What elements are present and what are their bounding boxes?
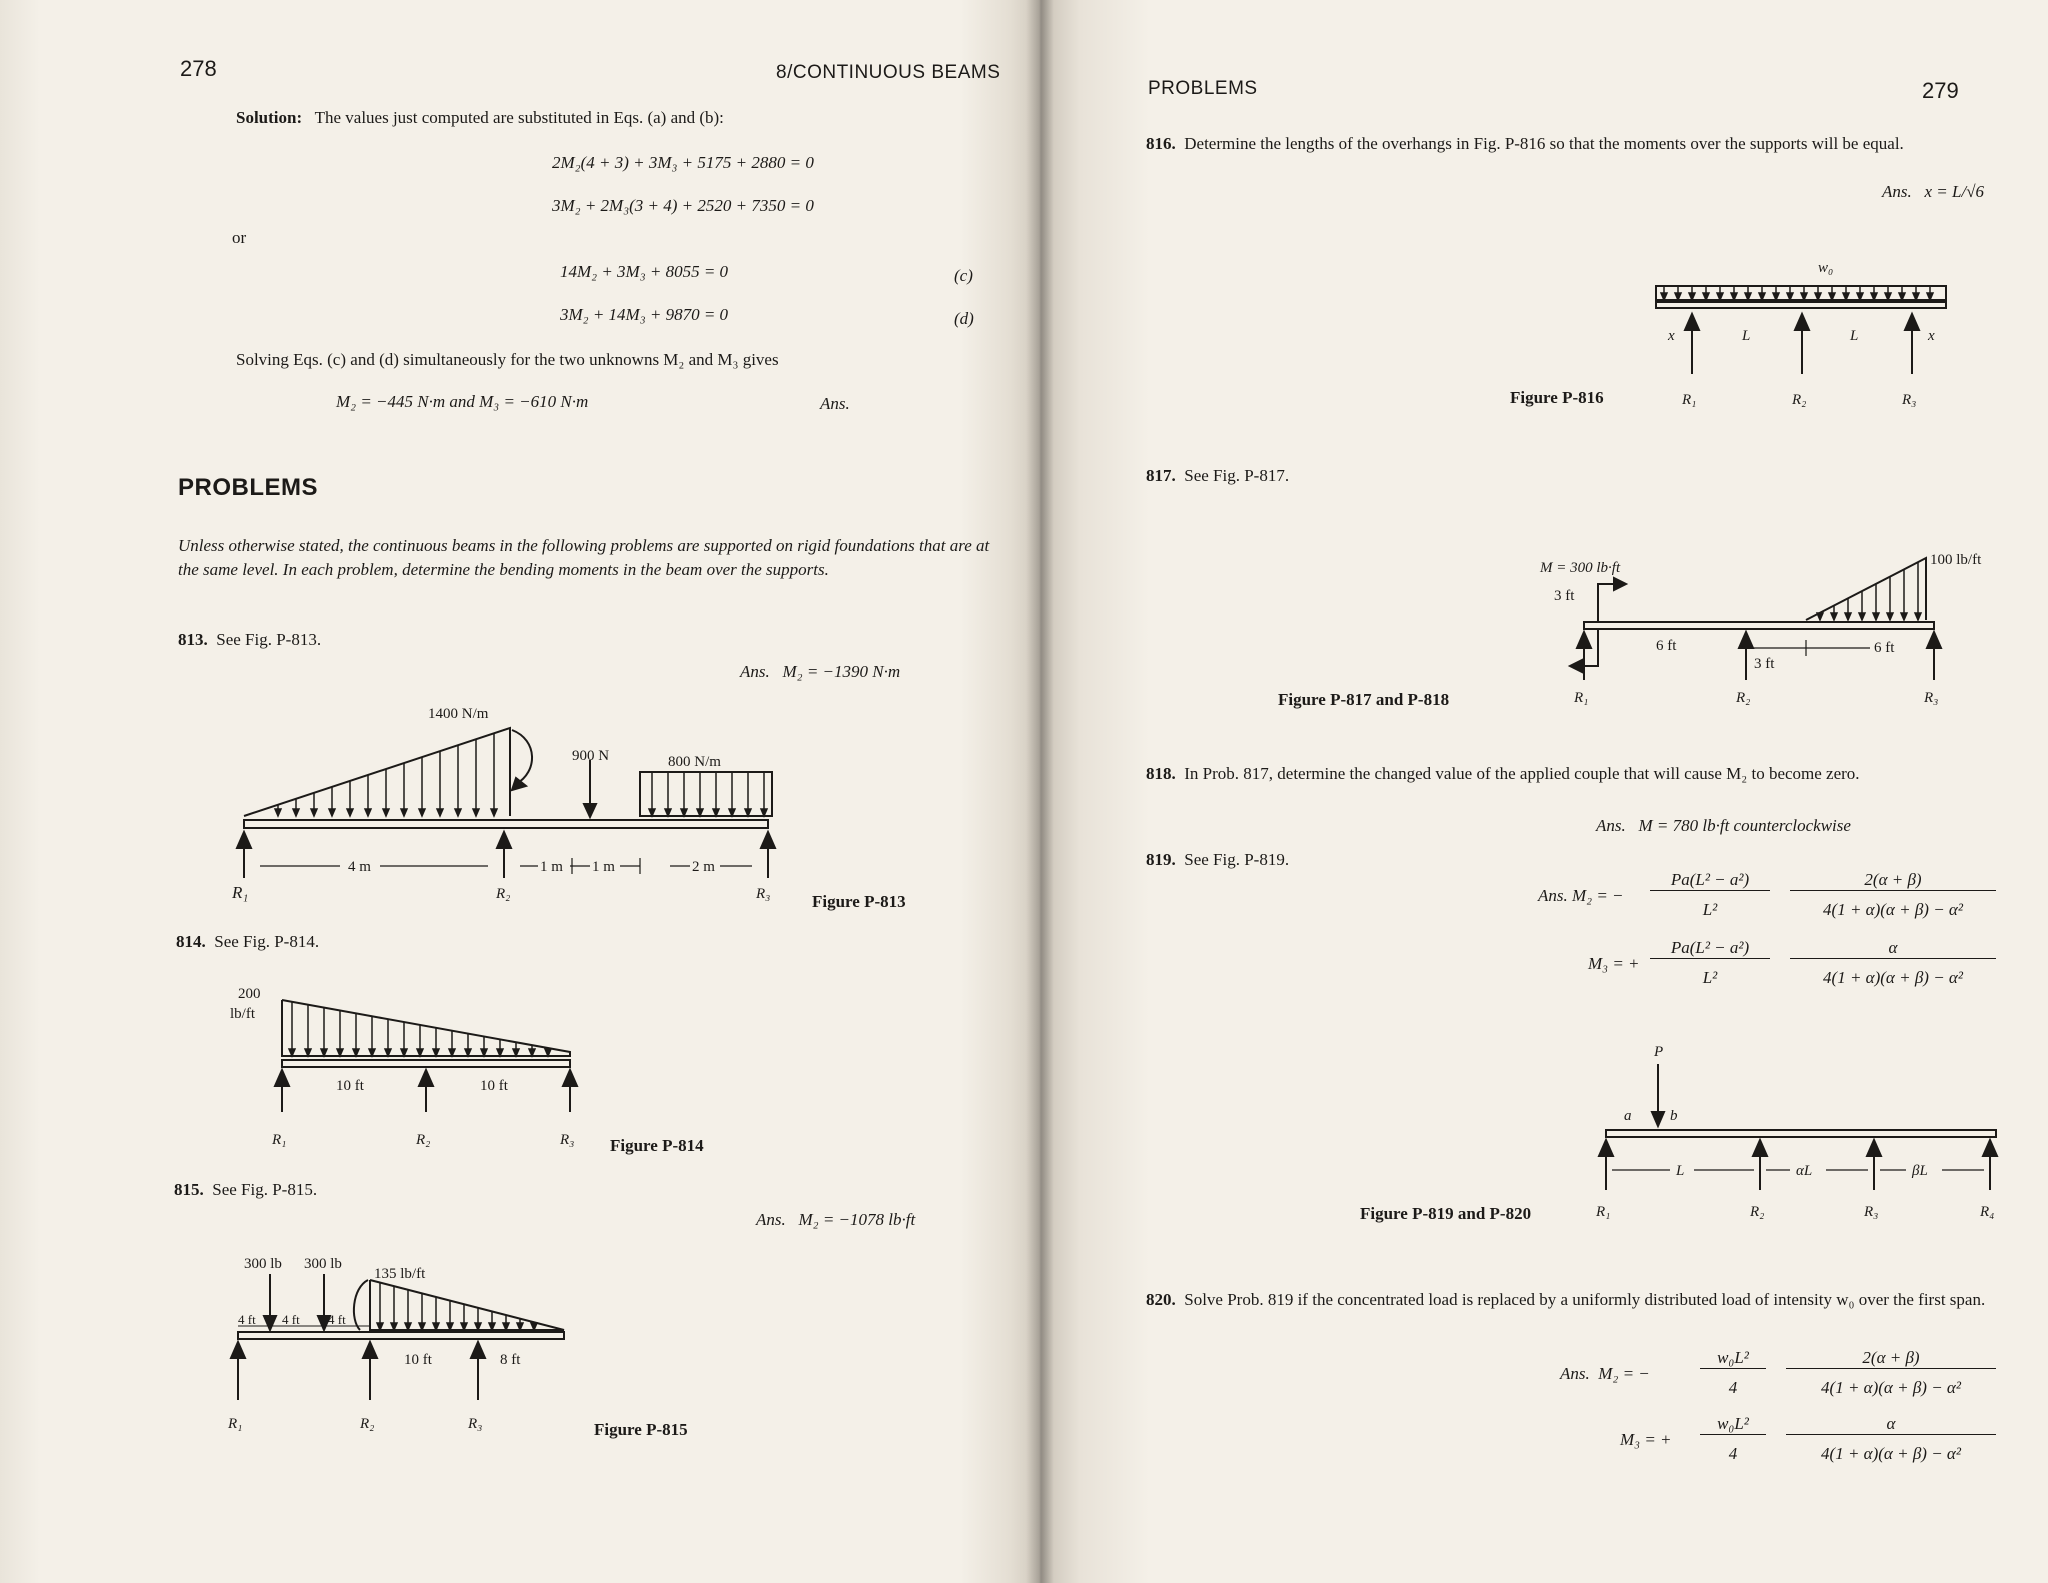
load-200: 200: [238, 986, 261, 1002]
ans-label: Ans.: [1882, 182, 1912, 201]
caption-p814: Figure P-814: [610, 1136, 704, 1155]
m3-den2: 4(1 + α)(α + β) − α²: [1823, 968, 1963, 987]
problem-818: [1146, 762, 1996, 786]
load-arrowhead: [365, 809, 371, 816]
load-arrowhead: [513, 1049, 519, 1056]
load-arrowhead: [1731, 293, 1737, 300]
dim-4m: 4 m: [348, 859, 371, 875]
r2-label: R₂: [360, 1416, 375, 1432]
load-arrowhead: [419, 809, 425, 816]
m2-den2: 4(1 + α)(α + β) − α²: [1823, 900, 1963, 919]
solution-label: Solution:: [236, 108, 303, 127]
load-arrowhead: [1703, 293, 1709, 300]
problem-text: See Fig. P-815.: [212, 1180, 318, 1199]
ans-value: M₂ = −1078 lb·ft: [798, 1210, 916, 1229]
label-300b: 300 lb: [304, 1256, 342, 1272]
load-arrowhead: [275, 809, 281, 816]
r2-label: R₂: [1792, 392, 1807, 408]
load-arrowhead: [1887, 613, 1893, 620]
r1-label: R₁: [272, 1132, 287, 1148]
problem-text: See Fig. P-814.: [214, 932, 320, 951]
label-1400: 1400 N/m: [428, 706, 489, 722]
load-arrowhead: [1801, 293, 1807, 300]
load-P: P: [1654, 1044, 1664, 1060]
m3-den1: 4: [1728, 1444, 1738, 1463]
equation-1: 2M₂(4 + 3) + 3M₃ + 5175 + 2880 = 0: [552, 153, 814, 172]
load-arrowhead: [1899, 293, 1905, 300]
problems-intro: Unless otherwise stated, the continuous beams in the following problems are supported on rigid foundations that are at the same level. In each problem, determine the bending moments in the beam over the supports.: [178, 536, 990, 579]
r2-label: R₂: [496, 886, 511, 902]
figure-p816: [1650, 256, 1970, 416]
problem-814: [176, 932, 319, 952]
dim-L-a: L: [1742, 328, 1751, 344]
load-arrowhead: [1915, 613, 1921, 620]
load-arrowhead: [1829, 293, 1835, 300]
right-page: [1040, 0, 2048, 1583]
m3-den1: L²: [1702, 968, 1718, 987]
dim-6ft-b: 6 ft: [1874, 640, 1895, 656]
r1-label: R₁: [232, 883, 249, 902]
problem-number: 818.: [1146, 764, 1176, 783]
equation-2: 3M₂ + 2M₃(3 + 4) + 2520 + 7350 = 0: [552, 196, 814, 215]
problem-text: In Prob. 817, determine the changed value of the applied couple that will cause M₂ to become zero.: [1184, 764, 1860, 783]
m2-den2: 4(1 + α)(α + β) − α²: [1821, 1378, 1961, 1397]
load-arrowhead: [401, 1049, 407, 1056]
solving-text: Solving Eqs. (c) and (d) simultaneously for the two unknowns M₂ and M₃ gives: [236, 350, 779, 369]
dim-6ft-a: 6 ft: [1656, 638, 1677, 654]
m3-den2: 4(1 + α)(α + β) − α²: [1821, 1444, 1961, 1463]
problem-text: See Fig. P-819.: [1184, 850, 1290, 869]
dim-x-b: x: [1928, 328, 1935, 344]
load-arrowhead: [1675, 293, 1681, 300]
caption-p816: Figure P-816: [1510, 388, 1604, 407]
problem-number: 816.: [1146, 134, 1176, 153]
ans-value: x = L/√6: [1924, 182, 1985, 201]
label-135: 135 lb/ft: [374, 1266, 426, 1282]
load-arrowhead: [401, 809, 407, 816]
problem-number: 813.: [178, 630, 208, 649]
problem-817: [1146, 466, 1289, 486]
dim-b: b: [1670, 1108, 1678, 1124]
section-title: PROBLEMS: [178, 474, 319, 501]
r3-label: R₃: [468, 1416, 483, 1432]
or-text: or: [232, 228, 247, 247]
problem-text: See Fig. P-813.: [216, 630, 322, 649]
load-arrowhead: [713, 809, 719, 816]
figure-p813: [220, 700, 940, 900]
load-w0: w₀: [1818, 260, 1834, 276]
label-900: 900 N: [572, 748, 610, 764]
m2-den1: 4: [1728, 1378, 1738, 1397]
dim-4ft-c: 4 ft: [328, 1312, 346, 1327]
load-100: 100 lb/ft: [1930, 552, 1982, 568]
ans-label: Ans.: [1560, 1364, 1590, 1383]
answer-820-m3: M₃ = +: [1620, 1430, 1672, 1449]
load-arrowhead: [491, 809, 497, 816]
m2-num2: 2(α + β): [1790, 870, 1996, 891]
running-header: PROBLEMS: [1148, 78, 1258, 99]
load-arrowhead: [329, 809, 335, 816]
m3-num2: α: [1790, 938, 1996, 959]
load-arrowhead: [531, 1323, 537, 1330]
r1-label: R₁: [1596, 1204, 1611, 1220]
load-arrowhead: [447, 1323, 453, 1330]
problem-text: See Fig. P-817.: [1184, 466, 1290, 485]
load-unit: lb/ft: [230, 1006, 255, 1022]
result-ans-label: Ans.: [820, 394, 850, 413]
caption-p817: Figure P-817 and P-818: [1278, 690, 1450, 709]
load-arrowhead: [1759, 293, 1765, 300]
load-arrowhead: [745, 809, 751, 816]
load-arrowhead: [417, 1049, 423, 1056]
load-arrowhead: [1843, 293, 1849, 300]
problem-number: 815.: [174, 1180, 204, 1199]
load-arrowhead: [433, 1049, 439, 1056]
answer-816: [1882, 182, 1984, 202]
problem-number: 817.: [1146, 466, 1176, 485]
load-arrowhead: [1787, 293, 1793, 300]
load-arrowhead: [369, 1049, 375, 1056]
equation-4-tag: (d): [954, 309, 974, 328]
label-300a: 300 lb: [244, 1256, 282, 1272]
dim-4ft-b: 4 ft: [282, 1312, 300, 1327]
m2-den1: L²: [1702, 900, 1718, 919]
load-arrowhead: [293, 809, 299, 816]
r2-label: R₂: [1736, 690, 1751, 706]
r4-label: R₄: [1980, 1204, 1995, 1220]
solution-paragraph: [236, 108, 724, 128]
label-800: 800 N/m: [668, 754, 721, 770]
load-arrowhead: [517, 1323, 523, 1330]
caption-p819: Figure P-819 and P-820: [1360, 1204, 1532, 1223]
load-arrowhead: [383, 809, 389, 816]
m2-lhs: M₂ = −: [1598, 1364, 1650, 1383]
r1-label: R₁: [228, 1416, 243, 1432]
m3-num1: w₀L²: [1700, 1414, 1766, 1435]
load-arrowhead: [353, 1049, 359, 1056]
ans-label: Ans.: [1596, 816, 1626, 835]
load-arrowhead: [385, 1049, 391, 1056]
load-arrowhead: [433, 1323, 439, 1330]
r2-label: R₂: [416, 1132, 431, 1148]
problem-number: 814.: [176, 932, 206, 951]
dim-1m-b: 1 m: [592, 859, 615, 875]
load-arrowhead: [1831, 613, 1837, 620]
r1-label: R₁: [1682, 392, 1697, 408]
load-arrowhead: [1901, 613, 1907, 620]
load-arrowhead: [461, 1323, 467, 1330]
m2-lhs: M₂ = −: [1572, 886, 1624, 905]
load-arrowhead: [405, 1323, 411, 1330]
answer-819-m2: [1538, 886, 1624, 906]
equation-3-tag: (c): [954, 266, 973, 285]
ans-label: Ans.: [756, 1210, 786, 1229]
solution-text: The values just computed are substituted in Eqs. (a) and (b):: [314, 108, 724, 127]
r1-label: R₁: [1574, 690, 1589, 706]
running-header: 8/CONTINUOUS BEAMS: [776, 62, 1001, 83]
equation-3: 14M₂ + 3M₃ + 8055 = 0: [560, 262, 729, 281]
figure-p815: [224, 1250, 604, 1440]
dim-8ft: 8 ft: [500, 1352, 521, 1368]
ans-value: M = 780 lb·ft counterclockwise: [1638, 816, 1851, 835]
problem-815: [174, 1180, 317, 1200]
r3-label: R₃: [1902, 392, 1917, 408]
load-arrowhead: [529, 1049, 535, 1056]
load-arrowhead: [465, 1049, 471, 1056]
dim-10ft-a: 10 ft: [336, 1078, 364, 1094]
problem-813: [178, 630, 321, 650]
dim-3ft: 3 ft: [1754, 656, 1775, 672]
load-arrowhead: [449, 1049, 455, 1056]
load-arrowhead: [475, 1323, 481, 1330]
dim-10ft: 10 ft: [404, 1352, 432, 1368]
load-arrowhead: [1717, 293, 1723, 300]
load-arrowhead: [1745, 293, 1751, 300]
load-arrowhead: [761, 809, 767, 816]
load-arrowhead: [391, 1323, 397, 1330]
load-arrowhead: [489, 1323, 495, 1330]
load-arrowhead: [305, 1049, 311, 1056]
answer-818: [1596, 816, 1851, 836]
dim-x-a: x: [1668, 328, 1675, 344]
r3-label: R₃: [1864, 1204, 1879, 1220]
result-line: M₂ = −445 N·m and M₃ = −610 N·m: [336, 392, 589, 411]
problem-text: Solve Prob. 819 if the concentrated load is replaced by a uniformly distributed load of intensity w₀ over the first span.: [1184, 1290, 1986, 1309]
load-arrowhead: [1873, 613, 1879, 620]
problem-816: [1146, 132, 1996, 156]
dim-1m-a: 1 m: [540, 859, 563, 875]
answer-820-m2: [1560, 1364, 1650, 1384]
load-arrowhead: [311, 809, 317, 816]
m3-num2: α: [1786, 1414, 1996, 1435]
dim-4ft-a: 4 ft: [238, 1312, 256, 1327]
figure-p817: [1540, 550, 1980, 710]
load-arrowhead: [545, 1049, 551, 1056]
equation-4: 3M₂ + 14M₃ + 9870 = 0: [560, 305, 729, 324]
load-arrowhead: [649, 809, 655, 816]
load-arrowhead: [1661, 293, 1667, 300]
load-arrowhead: [337, 1049, 343, 1056]
load-arrowhead: [1773, 293, 1779, 300]
load-arrowhead: [1845, 613, 1851, 620]
page-number: 279: [1922, 78, 1959, 103]
load-arrowhead: [473, 809, 479, 816]
load-arrowhead: [455, 809, 461, 816]
r2-label: R₂: [1750, 1204, 1765, 1220]
arm-3ft: 3 ft: [1554, 588, 1575, 604]
m2-num2: 2(α + β): [1786, 1348, 1996, 1369]
dim-alphaL: αL: [1796, 1163, 1813, 1179]
load-arrowhead: [681, 809, 687, 816]
problem-number: 820.: [1146, 1290, 1176, 1309]
load-arrowhead: [377, 1323, 383, 1330]
problem-819: [1146, 850, 1289, 870]
load-arrowhead: [665, 809, 671, 816]
dim-a: a: [1624, 1108, 1632, 1124]
dim-L: L: [1676, 1163, 1685, 1179]
m2-num1: w₀L²: [1700, 1348, 1766, 1369]
dim-betaL: βL: [1912, 1163, 1928, 1179]
ans-value: M₂ = −1390 N·m: [782, 662, 901, 681]
answer-815: [756, 1210, 915, 1230]
dim-2m: 2 m: [692, 859, 715, 875]
m2-num1: Pa(L² − a²): [1650, 870, 1770, 891]
load-arrowhead: [503, 1323, 509, 1330]
dim-10ft-b: 10 ft: [480, 1078, 508, 1094]
load-arrowhead: [419, 1323, 425, 1330]
figure-p814: [230, 982, 610, 1152]
load-arrowhead: [1815, 293, 1821, 300]
load-arrowhead: [481, 1049, 487, 1056]
caption-p813: Figure P-813: [812, 892, 906, 911]
load-arrowhead: [1913, 293, 1919, 300]
r3-label: R₃: [756, 886, 771, 902]
problem-820: [1146, 1288, 1996, 1312]
load-arrowhead: [1927, 293, 1933, 300]
load-arrowhead: [1871, 293, 1877, 300]
problem-number: 819.: [1146, 850, 1176, 869]
load-arrowhead: [347, 809, 353, 816]
book-gutter: [1026, 0, 1054, 1583]
ans-label: Ans.: [1538, 886, 1568, 905]
problem-text: Determine the lengths of the overhangs in Fig. P-816 so that the moments over the supports will be equal.: [1184, 134, 1904, 153]
load-arrowhead: [697, 809, 703, 816]
m3-num1: Pa(L² − a²): [1650, 938, 1770, 959]
r3-label: R₃: [1924, 690, 1939, 706]
load-arrowhead: [437, 809, 443, 816]
figure-p819: [1596, 1040, 2020, 1230]
couple-label: M = 300 lb·ft: [1540, 560, 1621, 576]
ans-label: Ans.: [740, 662, 770, 681]
load-arrowhead: [1817, 613, 1823, 620]
load-arrowhead: [1885, 293, 1891, 300]
load-arrowhead: [1859, 613, 1865, 620]
r3-label: R₃: [560, 1132, 575, 1148]
answer-819-m3: M₃ = +: [1588, 954, 1640, 973]
answer-813: [740, 662, 900, 682]
load-arrowhead: [729, 809, 735, 816]
dim-L-b: L: [1850, 328, 1859, 344]
load-arrowhead: [321, 1049, 327, 1056]
load-arrowhead: [1689, 293, 1695, 300]
page-number: 278: [180, 56, 217, 81]
caption-p815: Figure P-815: [594, 1420, 688, 1439]
load-arrowhead: [497, 1049, 503, 1056]
load-arrowhead: [1857, 293, 1863, 300]
load-arrowhead: [289, 1049, 295, 1056]
